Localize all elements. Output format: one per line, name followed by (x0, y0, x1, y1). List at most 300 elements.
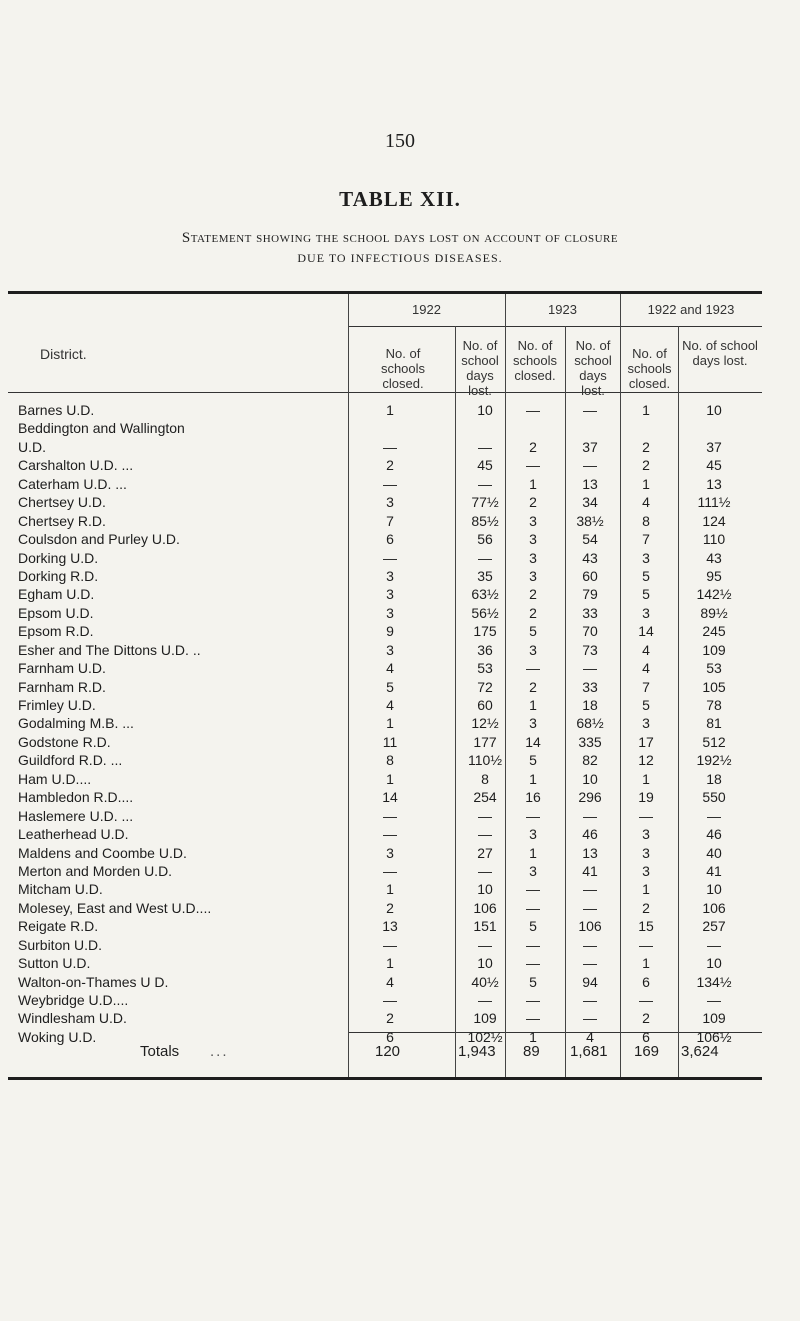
cell-schools-1922: 6 (386, 1028, 394, 1045)
cell-schools-both: 4 (642, 641, 650, 658)
table-row (0, 456, 800, 474)
cell-schools-1922: 3 (386, 604, 394, 621)
cell-schools-both: 7 (642, 531, 650, 548)
year-header-rule (348, 326, 762, 327)
cell-schools-1922: 9 (386, 623, 394, 640)
cell-schools-1922: 3 (386, 567, 394, 584)
cell-schools-both: 3 (642, 604, 650, 621)
cell-days-both: 89½ (700, 604, 728, 621)
year-header-1922: 1922 (412, 302, 441, 317)
cell-days-1923: — (583, 936, 597, 953)
cell-schools-1922: 7 (386, 512, 394, 529)
cell-days-1923: 94 (582, 973, 598, 990)
cell-schools-1923: 3 (529, 641, 537, 658)
district-name: Reigate R.D. (18, 918, 99, 935)
cell-schools-1922: — (383, 475, 397, 492)
cell-days-1922: — (478, 862, 492, 879)
cell-schools-1923: 2 (529, 604, 537, 621)
cell-schools-1923: 5 (529, 973, 537, 990)
cell-schools-1923: 5 (529, 752, 537, 769)
district-name: Sutton U.D. (18, 955, 91, 972)
cell-schools-both: 2 (642, 438, 650, 455)
cell-days-both: 134½ (696, 973, 732, 990)
cell-days-1922: 45 (477, 457, 493, 474)
year-header-1922-1923: 1922 and 1923 (647, 302, 735, 317)
table-row (0, 880, 800, 898)
cell-days-1922: 40½ (471, 973, 499, 990)
cell-days-both: 40 (706, 844, 722, 861)
cell-days-1923: 82 (582, 752, 598, 769)
cell-schools-1922: — (383, 826, 397, 843)
district-name: Leatherhead U.D. (18, 826, 129, 843)
cell-days-1923: 73 (582, 641, 598, 658)
cell-days-1922: — (478, 438, 492, 455)
district-name: Hambledon R.D.... (18, 789, 134, 806)
cell-days-1922: — (478, 936, 492, 953)
cell-days-both: 46 (706, 826, 722, 843)
cell-days-1923: 10 (582, 770, 598, 787)
cell-schools-1922: 2 (386, 899, 394, 916)
cell-days-1923: 60 (582, 567, 598, 584)
cell-schools-1923: 14 (525, 733, 541, 750)
cell-days-1922: 8 (481, 770, 489, 787)
district-name: Beddington and Wallington (18, 420, 185, 437)
table-row (0, 622, 800, 640)
table-row (0, 678, 800, 696)
cell-schools-both: 1 (642, 475, 650, 492)
cell-schools-1922: 1 (386, 955, 394, 972)
cell-days-both: 110 (702, 531, 726, 548)
cell-days-1922: 151 (473, 918, 497, 935)
cell-days-1922: 102½ (467, 1028, 503, 1045)
cell-schools-both: 1 (642, 881, 650, 898)
cell-days-1923: 106 (578, 918, 602, 935)
cell-days-both: 10 (706, 881, 722, 898)
district-name: Carshalton U.D. ... (18, 457, 134, 474)
cell-schools-1922: — (383, 438, 397, 455)
cell-days-both: 95 (706, 567, 722, 584)
totals-label: Totals (140, 1043, 180, 1060)
cell-schools-1922: 1 (386, 881, 394, 898)
cell-days-1923: 33 (582, 604, 598, 621)
cell-schools-1922: 8 (386, 752, 394, 769)
top-rule (8, 291, 762, 294)
cell-schools-both: 3 (642, 862, 650, 879)
page-number: 150 (385, 130, 415, 152)
cell-days-1922: 106 (473, 899, 497, 916)
totals-days-1923: 1,681 (570, 1043, 608, 1060)
cell-schools-1923: 5 (529, 623, 537, 640)
cell-days-1923: 4 (586, 1028, 594, 1045)
cell-schools-1923: 1 (529, 697, 537, 713)
cell-schools-1923: 1 (529, 844, 537, 861)
cell-schools-1922: 2 (386, 1010, 394, 1027)
cell-schools-1922: 3 (386, 844, 394, 861)
cell-days-both: — (707, 807, 721, 824)
year-header-1923: 1923 (548, 302, 577, 317)
cell-schools-1922: 4 (386, 973, 394, 990)
table-row (0, 807, 800, 825)
cell-schools-1923: — (526, 936, 540, 953)
cell-schools-both: 1 (642, 402, 650, 418)
cell-days-1922: 72 (477, 678, 493, 695)
header-schools-closed-both: No. of schools closed. (627, 346, 672, 391)
cell-schools-1923: — (526, 955, 540, 972)
cell-schools-both: 5 (642, 567, 650, 584)
table-row (0, 641, 800, 659)
table-row (0, 567, 800, 585)
cell-days-1923: 70 (582, 623, 598, 640)
district-name: Chertsey R.D. (18, 512, 106, 529)
table-row (0, 825, 800, 843)
cell-schools-1923: 3 (529, 512, 537, 529)
cell-days-1923: — (583, 992, 597, 1008)
cell-schools-1922: 1 (386, 715, 394, 732)
cell-days-1923: 68½ (576, 715, 604, 732)
district-name: Molesey, East and West U.D.... (18, 899, 212, 916)
totals-schools-both: 169 (634, 1043, 660, 1060)
table-row (0, 936, 800, 954)
cell-schools-both: — (639, 992, 653, 1008)
district-name: Epsom U.D. (18, 604, 94, 621)
cell-days-both: 10 (706, 955, 722, 972)
cell-schools-1923: 2 (529, 586, 537, 603)
table-row (0, 696, 800, 714)
cell-schools-both: 3 (642, 826, 650, 843)
totals-schools-1923: 89 (523, 1043, 540, 1060)
table-row (0, 991, 800, 1009)
table-row (0, 530, 800, 548)
cell-schools-1922: — (383, 862, 397, 879)
cell-days-1922: — (478, 807, 492, 824)
cell-schools-both: 19 (638, 789, 654, 806)
cell-days-both: 109 (702, 641, 726, 658)
cell-days-1922: 36 (477, 641, 493, 658)
cell-days-1922: 254 (473, 789, 497, 806)
table-row (0, 512, 800, 530)
cell-schools-1922: 3 (386, 586, 394, 603)
cell-days-1922: 60 (477, 697, 493, 713)
cell-schools-both: 2 (642, 1010, 650, 1027)
table-row (0, 973, 800, 991)
bottom-rule (8, 1077, 762, 1080)
cell-days-1922: — (478, 992, 492, 1008)
cell-schools-1923: 3 (529, 826, 537, 843)
table-row (0, 604, 800, 622)
cell-days-1922: 10 (477, 955, 493, 972)
cell-days-both: 10 (706, 402, 722, 418)
table-row (0, 475, 800, 493)
cell-days-1923: — (583, 457, 597, 474)
cell-days-both: 109 (702, 1010, 726, 1027)
cell-schools-both: — (639, 936, 653, 953)
cell-schools-1923: — (526, 457, 540, 474)
cell-days-1923: — (583, 402, 597, 418)
district-name: Weybridge U.D.... (18, 992, 129, 1008)
cell-days-both: 78 (706, 697, 722, 713)
cell-days-both: 192½ (696, 752, 732, 769)
cell-days-1923: — (583, 660, 597, 677)
table-row (0, 954, 800, 972)
header-schools-closed-1923: No. of schools closed. (512, 338, 558, 383)
table-row (0, 899, 800, 917)
cell-days-both: 18 (706, 770, 722, 787)
table-row (0, 770, 800, 788)
cell-days-1923: — (583, 1010, 597, 1027)
cell-schools-both: 4 (642, 494, 650, 511)
district-name: Dorking U.D. (18, 549, 99, 566)
cell-schools-1922: — (383, 936, 397, 953)
cell-schools-1922: 11 (382, 733, 398, 750)
district-name: Esher and The Dittons U.D. .. (18, 641, 201, 658)
cell-days-1923: 13 (582, 844, 598, 861)
table-subtitle-line2: DUE TO INFECTIOUS DISEASES. (297, 251, 503, 265)
table-row (0, 733, 800, 751)
cell-days-1922: 10 (477, 881, 493, 898)
cell-days-1923: 34 (582, 494, 598, 511)
cell-days-1922: 53 (477, 660, 493, 677)
table-body (0, 401, 800, 1046)
district-name: Mitcham U.D. (18, 881, 103, 898)
cell-schools-both: 4 (642, 660, 650, 677)
district-name: Godalming M.B. ... (18, 715, 134, 732)
cell-days-both: 512 (702, 733, 726, 750)
cell-days-both: 257 (702, 918, 726, 935)
cell-schools-1922: 3 (386, 494, 394, 511)
cell-schools-1923: — (526, 807, 540, 824)
cell-schools-both: 5 (642, 697, 650, 713)
cell-days-1923: — (583, 955, 597, 972)
cell-days-1923: 296 (578, 789, 602, 806)
cell-days-1922: 63½ (471, 586, 499, 603)
table-row (0, 419, 800, 437)
cell-days-both: — (707, 936, 721, 953)
cell-schools-1922: — (383, 807, 397, 824)
totals-schools-1922: 120 (375, 1043, 401, 1060)
cell-days-1922: 27 (477, 844, 493, 861)
district-name: U.D. (18, 438, 46, 455)
cell-schools-both: 3 (642, 844, 650, 861)
header-days-lost-1922: No. of school days lost. (461, 338, 499, 398)
table-row (0, 862, 800, 880)
cell-days-1923: 38½ (576, 512, 604, 529)
table-subtitle: Statement showing the school days lost on account of closure (181, 230, 619, 246)
cell-days-1922: 177 (473, 733, 497, 750)
table-row (0, 659, 800, 677)
cell-schools-1923: — (526, 992, 540, 1008)
cell-schools-1923: 3 (529, 567, 537, 584)
cell-schools-1922: — (383, 992, 397, 1008)
cell-days-1922: 110½ (468, 752, 502, 769)
table-row (0, 788, 800, 806)
totals-days-1922: 1,943 (458, 1043, 496, 1060)
cell-days-1922: 12½ (471, 715, 499, 732)
district-name: Woking U.D. (18, 1028, 97, 1045)
cell-days-1923: — (583, 807, 597, 824)
cell-days-1922: — (478, 549, 492, 566)
cell-schools-1922: 14 (382, 789, 398, 806)
cell-days-1923: — (583, 881, 597, 898)
district-name: Maldens and Coombe U.D. (18, 844, 187, 861)
district-name: Farnham R.D. (18, 678, 106, 695)
district-name: Windlesham U.D. (18, 1010, 127, 1027)
cell-schools-both: 17 (638, 733, 654, 750)
cell-days-1923: 79 (582, 586, 598, 603)
cell-schools-1923: 1 (529, 475, 537, 492)
cell-days-1922: 109 (473, 1010, 497, 1027)
cell-days-1922: — (478, 826, 492, 843)
cell-days-1922: 175 (473, 623, 497, 640)
cell-days-1923: 18 (582, 697, 598, 713)
cell-days-both: 124 (702, 512, 726, 529)
cell-schools-1923: — (526, 881, 540, 898)
table-row (0, 844, 800, 862)
cell-days-1922: — (478, 475, 492, 492)
cell-schools-both: 3 (642, 549, 650, 566)
cell-schools-1922: 13 (382, 918, 398, 935)
header-schools-closed-1922: No. of schools closed. (380, 346, 426, 391)
cell-schools-1923: 2 (529, 438, 537, 455)
cell-days-both: 111½ (697, 494, 731, 511)
cell-schools-both: 5 (642, 586, 650, 603)
table-row (0, 549, 800, 567)
cell-days-both: 53 (706, 660, 722, 677)
cell-schools-1922: 4 (386, 660, 394, 677)
cell-days-1923: — (583, 899, 597, 916)
district-name: Merton and Morden U.D. (18, 862, 173, 879)
cell-days-1923: 33 (582, 678, 598, 695)
cell-schools-1923: 3 (529, 549, 537, 566)
cell-schools-1922: 4 (386, 697, 394, 713)
cell-days-1922: 56½ (471, 604, 499, 621)
table-row (0, 1009, 800, 1027)
cell-days-both: 245 (702, 623, 726, 640)
cell-days-1922: 77½ (471, 494, 499, 511)
cell-days-both: 106 (702, 899, 726, 916)
cell-schools-both: 1 (642, 955, 650, 972)
cell-days-both: 41 (706, 862, 722, 879)
cell-days-both: 43 (706, 549, 722, 566)
cell-schools-both: 6 (642, 1028, 650, 1045)
cell-schools-1923: — (526, 899, 540, 916)
district-name: Chertsey U.D. (18, 494, 106, 511)
district-name: Haslemere U.D. ... (18, 807, 134, 824)
district-name: Barnes U.D. (18, 402, 95, 418)
district-name: Guildford R.D. ... (18, 752, 123, 769)
cell-days-both: 105 (702, 678, 726, 695)
cell-days-both: 37 (706, 438, 722, 455)
cell-schools-1923: — (526, 402, 540, 418)
cell-schools-both: — (639, 807, 653, 824)
cell-days-both: 106½ (696, 1028, 732, 1045)
district-name: Coulsdon and Purley U.D. (18, 531, 180, 548)
table-row (0, 714, 800, 732)
cell-schools-1922: 3 (386, 641, 394, 658)
header-days-lost-1923: No. of school days lost. (574, 338, 612, 398)
cell-schools-both: 8 (642, 512, 650, 529)
table-row (0, 917, 800, 935)
cell-days-1922: 85½ (471, 512, 499, 529)
cell-schools-both: 1 (642, 770, 650, 787)
cell-days-both: 142½ (696, 586, 732, 603)
cell-days-1923: 13 (582, 475, 598, 492)
cell-schools-1923: 2 (529, 678, 537, 695)
cell-schools-1923: 3 (529, 862, 537, 879)
cell-days-1923: 46 (582, 826, 598, 843)
table-row (0, 493, 800, 511)
district-name: Ham U.D.... (18, 770, 92, 787)
cell-schools-1923: 3 (529, 715, 537, 732)
cell-schools-1922: 6 (386, 531, 394, 548)
totals-dots: ... (210, 1043, 229, 1060)
header-bottom-rule (8, 392, 762, 393)
cell-days-both: 13 (706, 475, 722, 492)
district-name: Dorking R.D. (18, 567, 99, 584)
cell-schools-1922: 5 (386, 678, 394, 695)
cell-schools-both: 15 (638, 918, 654, 935)
cell-schools-both: 3 (642, 715, 650, 732)
district-name: Godstone R.D. (18, 733, 111, 750)
district-name: Surbiton U.D. (18, 936, 103, 953)
cell-schools-both: 7 (642, 678, 650, 695)
cell-schools-both: 2 (642, 457, 650, 474)
cell-schools-1923: 2 (529, 494, 537, 511)
district-name: Epsom R.D. (18, 623, 94, 640)
cell-days-both: 45 (706, 457, 722, 474)
district-name: Walton-on-Thames U D. (18, 973, 169, 990)
cell-days-1922: 35 (477, 567, 493, 584)
district-name: Farnham U.D. (18, 660, 106, 677)
table-row (0, 438, 800, 456)
cell-days-both: 81 (706, 715, 722, 732)
table-title: TABLE XII. (339, 187, 461, 211)
cell-schools-1923: 5 (529, 918, 537, 935)
totals-days-both: 3,624 (681, 1043, 719, 1060)
cell-days-1922: 56 (477, 531, 493, 548)
cell-schools-1923: — (526, 1010, 540, 1027)
cell-schools-1922: 2 (386, 457, 394, 474)
district-name: Frimley U.D. (18, 697, 96, 713)
cell-days-1923: 43 (582, 549, 598, 566)
cell-schools-1922: 1 (386, 770, 394, 787)
cell-schools-1923: 3 (529, 531, 537, 548)
header-days-lost-both: No. of school days lost. (682, 338, 758, 368)
district-name: Egham U.D. (18, 586, 95, 603)
cell-days-1923: 37 (582, 438, 598, 455)
cell-days-both: 550 (702, 789, 726, 806)
district-column-header: District. (40, 346, 87, 362)
district-name: Caterham U.D. ... (18, 475, 127, 492)
cell-schools-both: 2 (642, 899, 650, 916)
table-row (0, 585, 800, 603)
cell-schools-both: 6 (642, 973, 650, 990)
cell-days-1923: 335 (578, 733, 602, 750)
cell-schools-1923: — (526, 660, 540, 677)
table-row (0, 751, 800, 769)
cell-days-1923: 54 (582, 531, 598, 548)
cell-schools-both: 12 (638, 752, 654, 769)
cell-days-1922: 10 (477, 402, 493, 418)
cell-schools-1923: 1 (529, 770, 537, 787)
cell-days-1923: 41 (582, 862, 598, 879)
cell-schools-1923: 16 (525, 789, 541, 806)
cell-days-both: — (707, 992, 721, 1008)
cell-schools-1923: 1 (529, 1028, 537, 1045)
cell-schools-both: 14 (638, 623, 654, 640)
cell-schools-1922: — (383, 549, 397, 566)
cell-schools-1922: 1 (386, 402, 394, 418)
table-row (0, 401, 800, 419)
